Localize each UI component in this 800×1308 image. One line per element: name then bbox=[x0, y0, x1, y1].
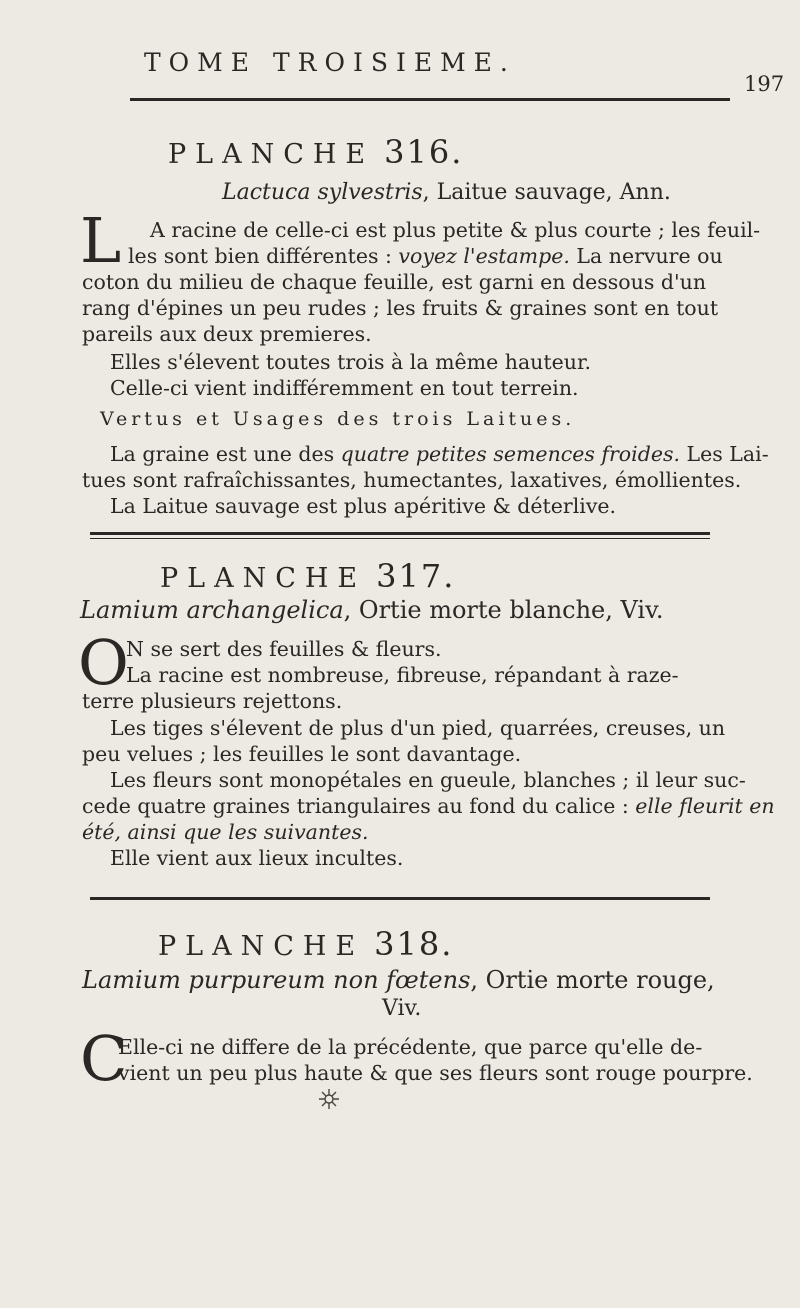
text-span: La graine est une des bbox=[110, 442, 341, 466]
text-line: terre plusieurs rejettons. bbox=[82, 689, 343, 713]
text-line: rang d'épines un peu rudes ; les fruits & graines sont en tout bbox=[82, 296, 719, 320]
text-line: Elle vient aux lieux incultes. bbox=[110, 846, 404, 870]
planche-label: PLANCHE bbox=[158, 931, 365, 962]
drop-cap: L bbox=[80, 204, 122, 277]
running-title: TOME TROISIEME. bbox=[144, 48, 516, 77]
french-name: , Ortie morte rouge, bbox=[470, 966, 715, 994]
latin-name: Lamium purpureum non fœtens bbox=[82, 966, 471, 994]
french-name: , Ortie morte blanche, Viv. bbox=[343, 596, 664, 624]
planche-label: PLANCHE bbox=[168, 139, 375, 170]
text-line: Elles s'élevent toutes trois à la même hauteur. bbox=[110, 350, 592, 374]
planche-318-heading bbox=[158, 925, 453, 963]
planche-number: 316. bbox=[384, 133, 464, 171]
drop-cap: O bbox=[78, 626, 129, 699]
planche-number: 317. bbox=[376, 557, 456, 595]
text-line: vient un peu plus haute & que ses fleurs sont rouge pourpre. bbox=[118, 1061, 753, 1085]
text-line: coton du milieu de chaque feuille, est garni en dessous d'un bbox=[82, 270, 707, 294]
text-line: Les fleurs sont monopétales en gueule, blanches ; il leur suc- bbox=[110, 768, 746, 792]
text-line: N se sert des feuilles & fleurs. bbox=[126, 637, 442, 661]
planche-318-title bbox=[82, 966, 715, 994]
subheading: Vertus et Usages des trois Laitues. bbox=[100, 408, 576, 430]
header-rule bbox=[130, 98, 730, 101]
text-span: La nervure ou bbox=[569, 244, 723, 268]
italic-span: elle fleurit en bbox=[635, 794, 775, 818]
french-name: , Laitue sauvage, Ann. bbox=[422, 180, 671, 205]
latin-name: Lamium archangelica bbox=[80, 596, 344, 624]
text-line bbox=[110, 442, 769, 466]
italic-span: voyez l'estampe. bbox=[398, 244, 570, 268]
planche-label: PLANCHE bbox=[160, 563, 367, 594]
section-rule bbox=[90, 532, 710, 535]
page-number: 197 bbox=[744, 72, 785, 96]
ornament-glyph bbox=[318, 1088, 340, 1110]
text-line: Les tiges s'élevent de plus d'un pied, quarrées, creuses, un bbox=[110, 716, 726, 740]
planche-317-title bbox=[80, 596, 663, 624]
printer-ornament-icon bbox=[318, 1088, 340, 1116]
planche-317-heading bbox=[160, 557, 455, 595]
text-line: La racine est nombreuse, fibreuse, répandant à raze- bbox=[126, 663, 679, 687]
text-line: A racine de celle-ci est plus petite & plus courte ; les feuil- bbox=[150, 218, 761, 242]
text-line bbox=[82, 794, 775, 818]
section-rule bbox=[90, 897, 710, 900]
text-span: les sont bien différentes : bbox=[128, 244, 399, 268]
section-rule bbox=[90, 538, 710, 539]
planche-316-title bbox=[222, 180, 671, 205]
text-line: peu velues ; les feuilles le sont davantage. bbox=[82, 742, 522, 766]
text-line bbox=[82, 820, 369, 844]
text-line: Elle-ci ne differe de la précédente, que parce qu'elle de- bbox=[118, 1035, 703, 1059]
drop-cap: C bbox=[80, 1022, 128, 1095]
text-line: pareils aux deux premieres. bbox=[82, 322, 372, 346]
text-line: tues sont rafraîchissantes, humectantes, laxatives, émollientes. bbox=[82, 468, 742, 492]
italic-span: été, ainsi que les suivantes. bbox=[82, 820, 369, 844]
text-line bbox=[128, 244, 723, 268]
text-span: Les Lai- bbox=[680, 442, 769, 466]
text-line: La Laitue sauvage est plus apéritive & déterlive. bbox=[110, 494, 617, 518]
planche-318-title-cont: Viv. bbox=[382, 996, 422, 1021]
italic-span: quatre petites semences froides. bbox=[340, 442, 680, 466]
latin-name: Lactuca sylvestris bbox=[222, 180, 423, 205]
text-span: cede quatre graines triangulaires au fond du calice : bbox=[82, 794, 636, 818]
planche-number: 318. bbox=[374, 925, 454, 963]
text-line: Celle-ci vient indifféremment en tout terrein. bbox=[110, 376, 579, 400]
planche-316-heading bbox=[168, 133, 463, 171]
